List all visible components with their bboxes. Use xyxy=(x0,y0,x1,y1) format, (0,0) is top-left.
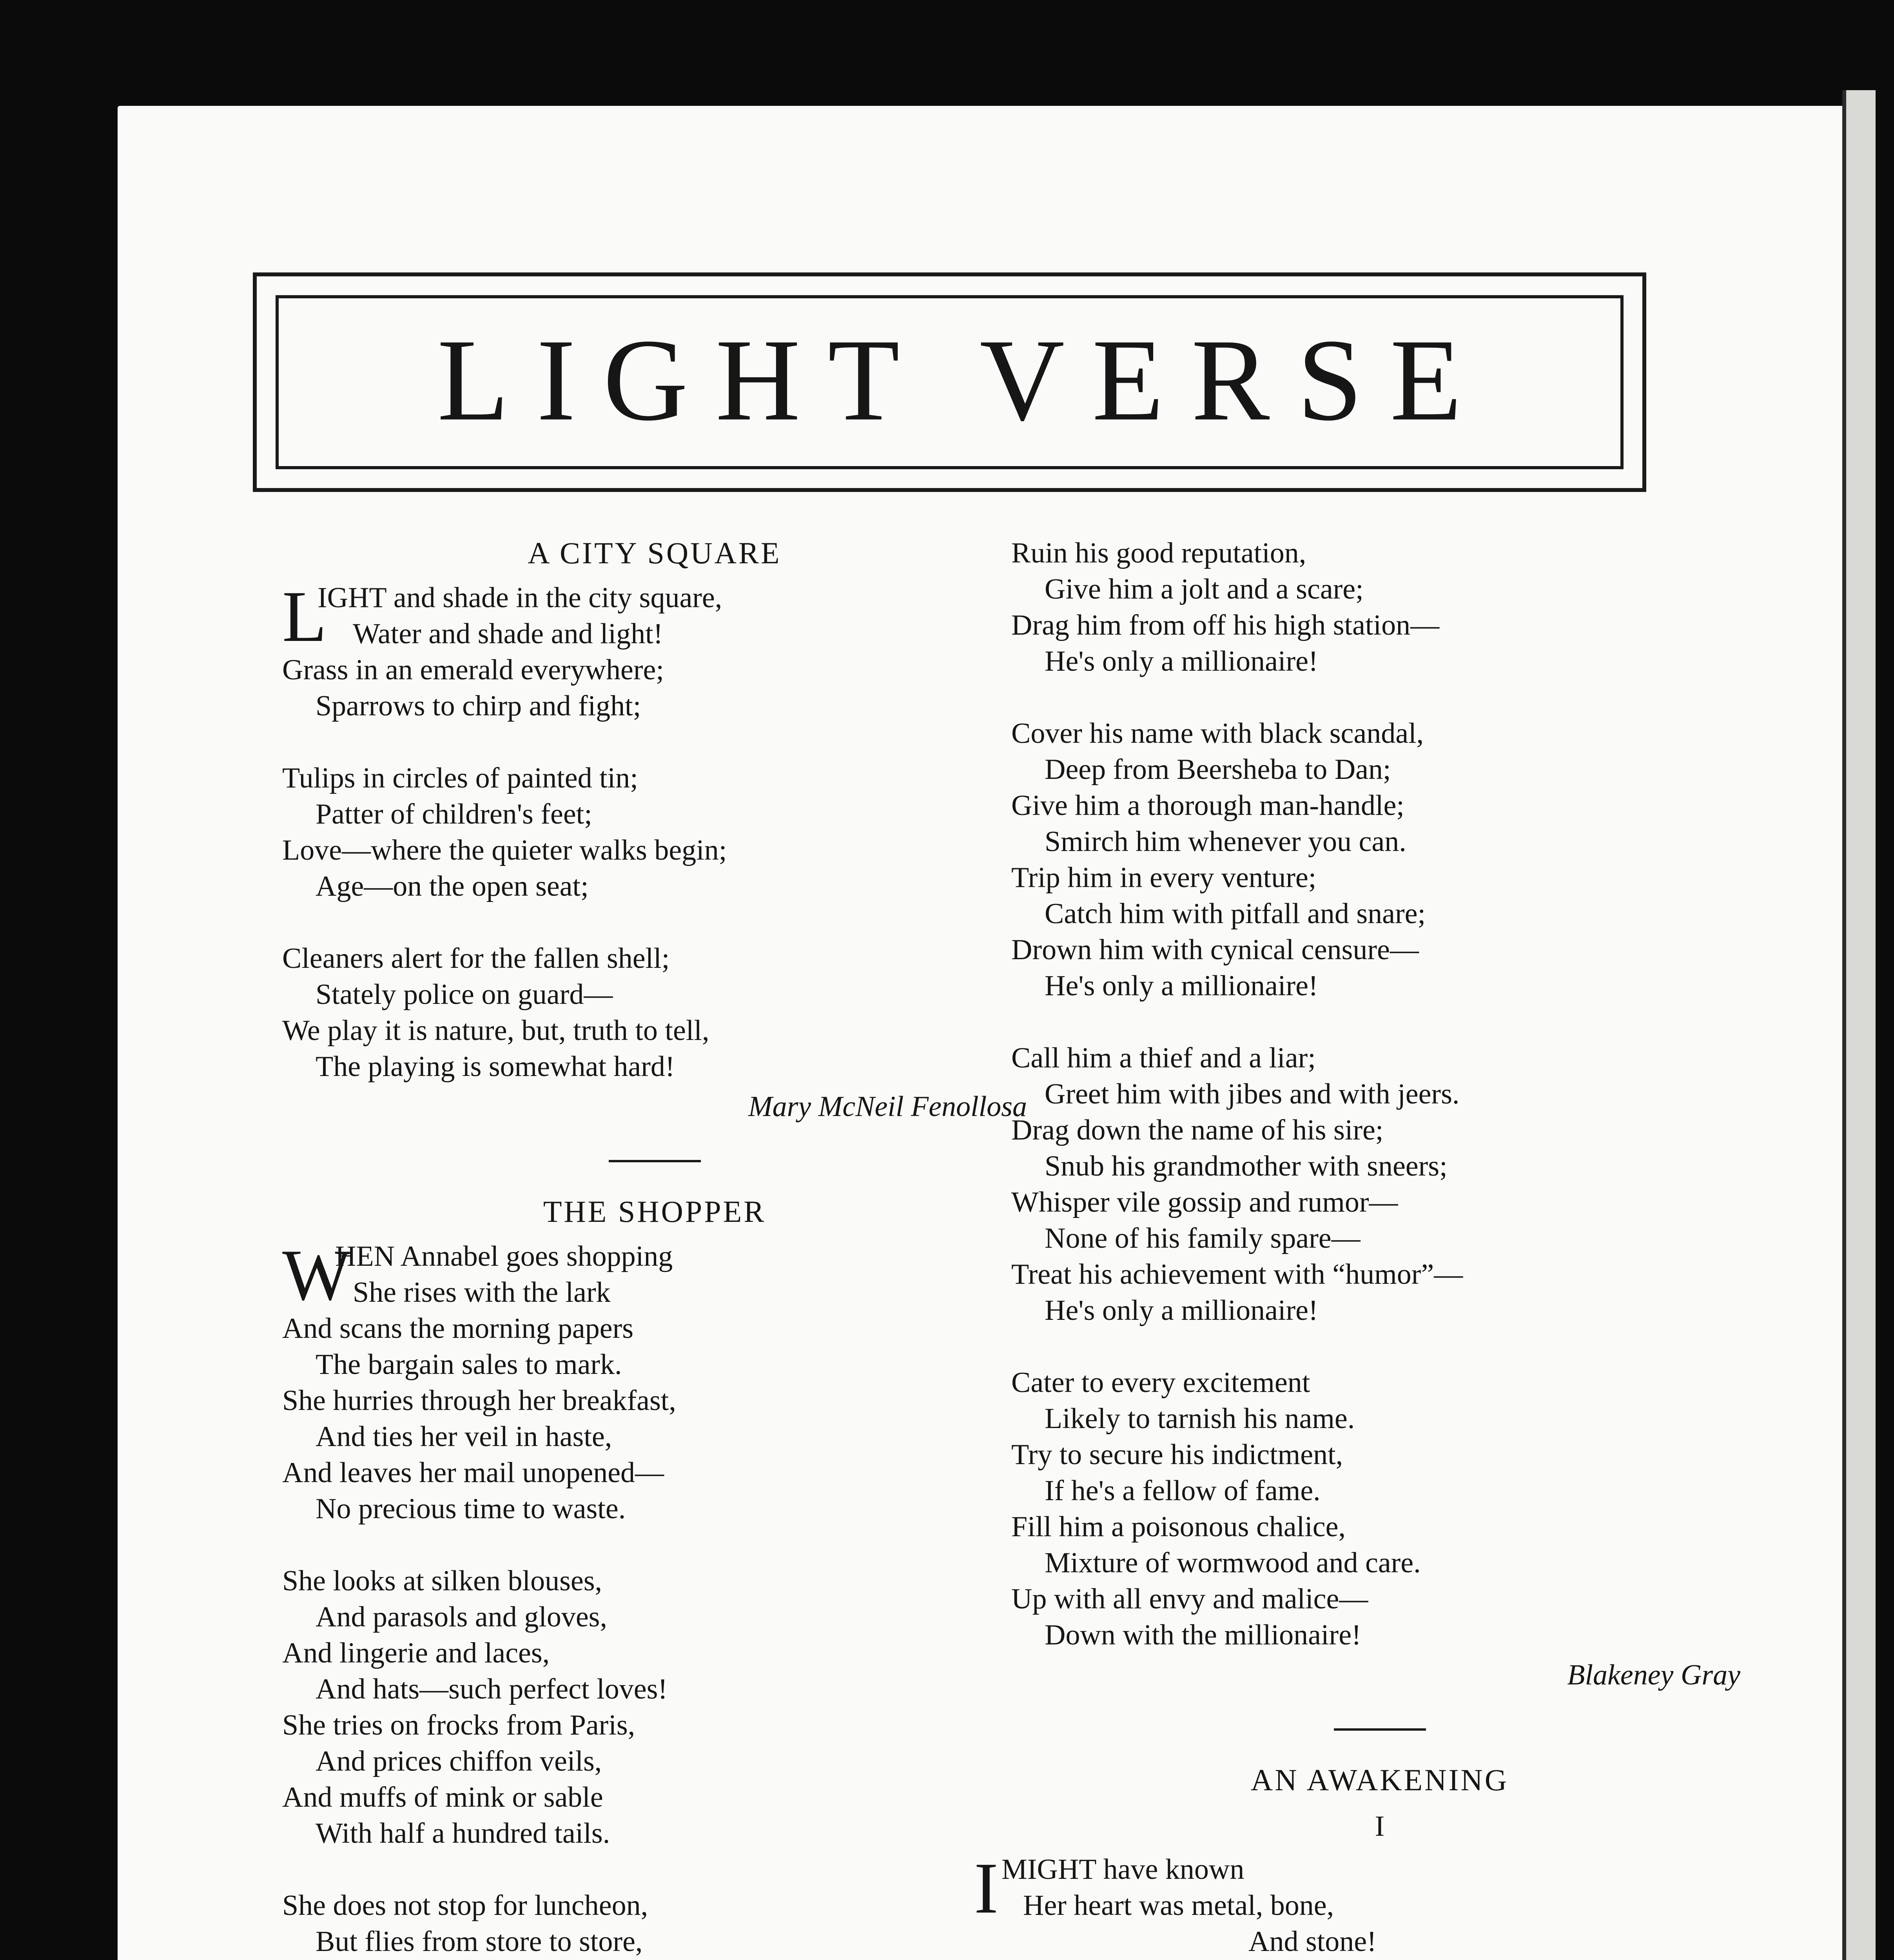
poem-line: With half a hundred tails. xyxy=(316,1817,610,1849)
poem-title: THE SHOPPER xyxy=(543,1194,766,1229)
poem-line: Drown him with cynical censure— xyxy=(1011,934,1419,966)
poem-line: She does not stop for luncheon, xyxy=(282,1889,648,1922)
poem-line: Ruin his good reputation, xyxy=(1011,537,1306,569)
poem-line: Call him a thief and a liar; xyxy=(1011,1042,1316,1074)
poem-line: He's only a millionaire! xyxy=(1045,645,1318,677)
page-title: LIGHT VERSE xyxy=(437,315,1489,445)
poem-line: Water and shade and light! xyxy=(353,618,663,650)
poem-line: And hats—such perfect loves! xyxy=(316,1673,668,1705)
poem-line: Cater to every excitement xyxy=(1011,1367,1310,1399)
section-divider xyxy=(609,1160,701,1162)
poem-line: Snub his grandmother with sneers; xyxy=(1045,1150,1448,1182)
poem-line: She tries on frocks from Paris, xyxy=(282,1709,635,1741)
title-frame xyxy=(253,272,1646,492)
poem-line: Cleaners alert for the fallen shell; xyxy=(282,942,670,975)
poem-line: Give him a jolt and a scare; xyxy=(1045,573,1364,605)
poem-line: Fill him a poisonous chalice, xyxy=(1011,1511,1346,1543)
poem-line: And ties her veil in haste, xyxy=(316,1421,612,1453)
poem-line: The bargain sales to mark. xyxy=(316,1348,622,1381)
poem-line: He's only a millionaire! xyxy=(1045,970,1318,1002)
poem-line: Mixture of wormwood and care. xyxy=(1045,1547,1421,1579)
poem-line: Give him a thorough man-handle; xyxy=(1011,789,1404,822)
drop-cap: I xyxy=(974,1848,998,1929)
poem-line: Try to secure his indictment, xyxy=(1011,1439,1343,1471)
poem-title: A CITY SQUARE xyxy=(528,536,782,570)
poem-line: Greet him with jibes and with jeers. xyxy=(1045,1078,1460,1110)
poem-line: He's only a millionaire! xyxy=(1045,1294,1318,1327)
poem-line: L IGHT and shade in the city square, xyxy=(282,576,722,657)
stanza xyxy=(1011,1040,1748,1328)
poem-line: Drag him from off his high station— xyxy=(1011,609,1440,641)
poem-author: Blakeney Gray xyxy=(1567,1659,1740,1691)
poem-line: Cover his name with black scandal, xyxy=(1011,717,1424,750)
poem-line: Love—where the quieter walks begin; xyxy=(282,834,727,866)
stanza xyxy=(282,760,1027,904)
poem-line: Sparrows to chirp and fight; xyxy=(316,690,641,722)
right-column xyxy=(974,535,1748,1960)
poem-line: She rises with the lark xyxy=(353,1276,611,1308)
poem-line: And lingerie and laces, xyxy=(282,1637,550,1669)
drop-cap: L xyxy=(282,576,327,657)
poem-line: Her heart was metal, bone, xyxy=(1023,1889,1334,1922)
stanza xyxy=(1011,1365,1748,1653)
stanza xyxy=(282,576,1027,724)
poem-title: AN AWAKENING xyxy=(1250,1763,1509,1797)
poem-line: Drag down the name of his sire; xyxy=(1011,1114,1384,1146)
section-numeral: I xyxy=(1375,1810,1385,1842)
stanza xyxy=(282,1887,1027,1960)
poem-line: Deep from Beersheba to Dan; xyxy=(1045,753,1391,786)
poem-line: The playing is somewhat hard! xyxy=(316,1051,675,1083)
poem-line: Likely to tarnish his name. xyxy=(1045,1403,1355,1435)
poem-line: And parasols and gloves, xyxy=(316,1601,607,1633)
poem-line: Catch him with pitfall and snare; xyxy=(1045,898,1426,930)
facing-page-edge xyxy=(1842,90,1876,1960)
poem-millionaire-continued xyxy=(1011,535,1748,1693)
poem-line: No precious time to waste. xyxy=(316,1493,626,1525)
stanza xyxy=(1011,535,1748,679)
poem-line: Trip him in every venture; xyxy=(1011,862,1317,894)
poem-line: W HEN Annabel goes shopping xyxy=(282,1235,673,1316)
stanza xyxy=(282,1235,1027,1527)
poem-line: And leaves her mail unopened— xyxy=(282,1457,664,1489)
poem-line: And prices chiffon veils, xyxy=(316,1745,602,1777)
poem-line: None of his family spare— xyxy=(1045,1222,1361,1254)
poem-line: But flies from store to store, xyxy=(316,1926,643,1958)
poem-line: Whisper vile gossip and rumor— xyxy=(1011,1186,1398,1218)
poem-line: And muffs of mink or sable xyxy=(282,1781,603,1813)
poem-line: Smirch him whenever you can. xyxy=(1045,826,1406,858)
poem-awakening xyxy=(974,1762,1748,1960)
stanza xyxy=(282,1563,1027,1851)
stanza xyxy=(1011,715,1748,1004)
poem-line: Up with all envy and malice— xyxy=(1011,1583,1368,1615)
poem-line: We play it is nature, but, truth to tell, xyxy=(282,1014,709,1047)
poem-line: And stone! xyxy=(1248,1926,1377,1958)
poem-line: Treat his achievement with “humor”— xyxy=(1011,1258,1463,1290)
poem-line: If he's a fellow of fame. xyxy=(1045,1475,1321,1507)
poem-line: Age—on the open seat; xyxy=(316,870,589,902)
poem-line: Down with the millionaire! xyxy=(1045,1619,1361,1651)
poem-line: She hurries through her breakfast, xyxy=(282,1385,676,1417)
section-divider xyxy=(1334,1728,1426,1731)
poem-line: Grass in an emerald everywhere; xyxy=(282,654,664,686)
poem-city-square xyxy=(282,535,1027,1125)
poem-author: Mary McNeil Fenollosa xyxy=(748,1091,1027,1123)
poem-shopper xyxy=(282,1194,1027,1960)
poem-line: I MIGHT have known xyxy=(974,1848,1245,1929)
left-column xyxy=(282,535,1027,1960)
stanza xyxy=(282,940,1027,1085)
poem-line: Stately police on guard— xyxy=(316,978,613,1011)
drop-cap: W xyxy=(282,1235,351,1316)
poem-line: Patter of children's feet; xyxy=(316,798,592,830)
poem-line: Tulips in circles of painted tin; xyxy=(282,762,638,794)
poem-line: She looks at silken blouses, xyxy=(282,1565,602,1597)
poem-line: And scans the morning papers xyxy=(282,1312,634,1345)
